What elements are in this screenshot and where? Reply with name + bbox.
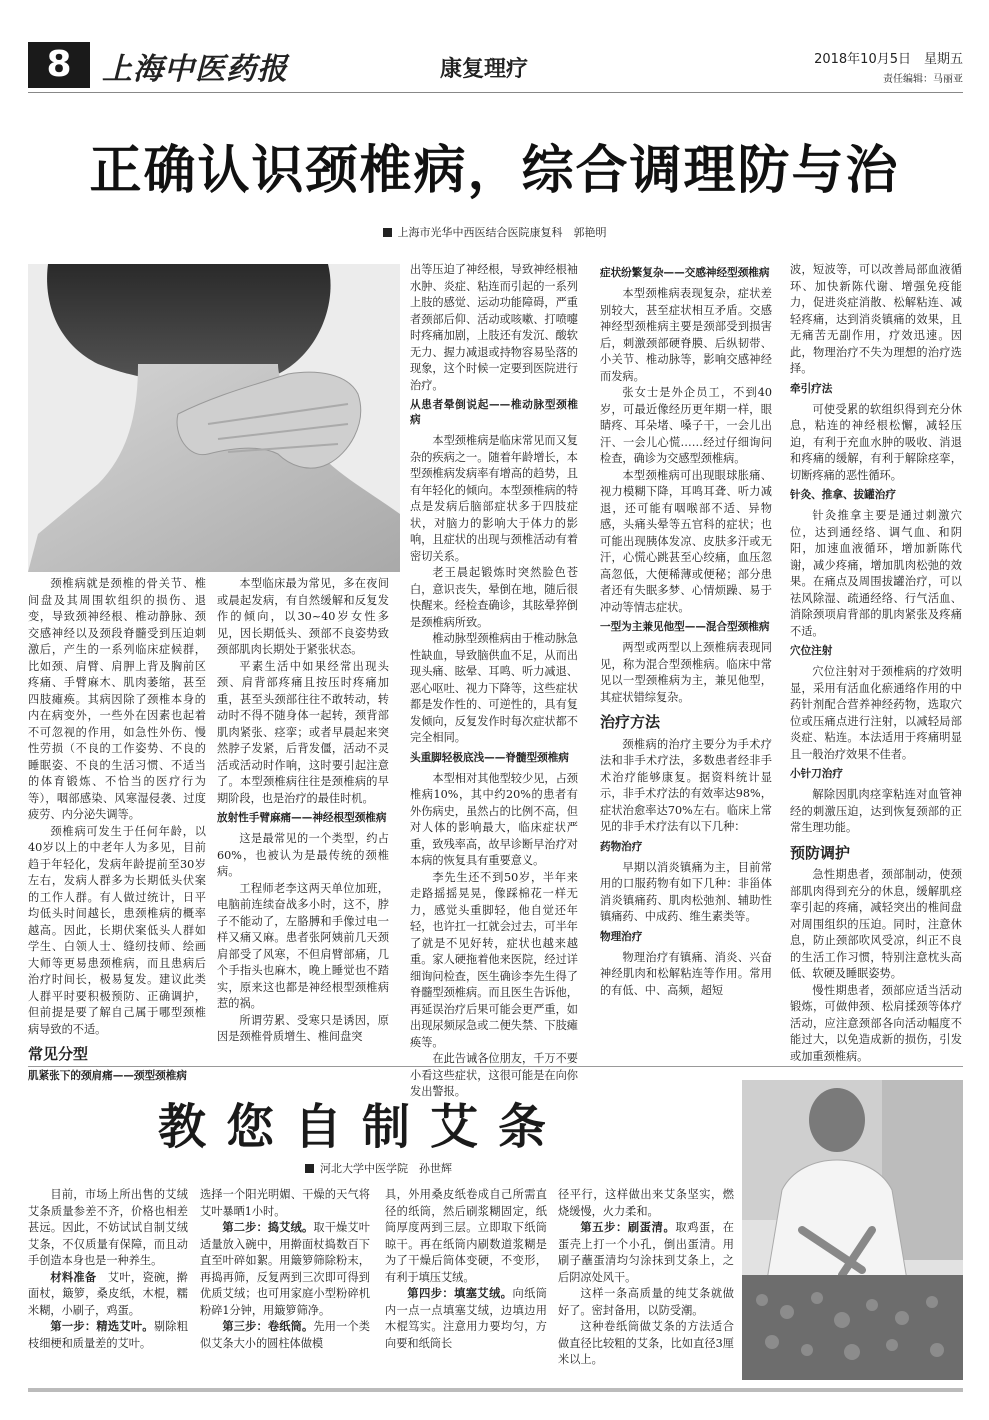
square-bullet-icon (305, 1164, 314, 1173)
article2-column-4 (558, 1187, 734, 1369)
section-heading: 预防调护 (790, 843, 851, 862)
step-paragraph (28, 1319, 188, 1352)
inline-label: 材料准备 (50, 1270, 97, 1284)
subheading: 放射性手臂麻痛——神经根型颈椎病 (217, 812, 387, 824)
paragraph: 这样一条高质量的纯艾条就做好了。密封备用，以防受潮。 (558, 1287, 734, 1317)
inline-text: 艾叶，瓷碗，擀面杖，簸箩，桑皮纸，木棍，糯米糊，小刷子，鸡蛋。 (28, 1270, 188, 1317)
paragraph: 早期以消炎镇痛为主，目前常用的口服药物有如下几种：非甾体消炎镇痛药、肌肉松弛剂、辅助性镇痛药、中成药、维生素类等。 (600, 860, 772, 923)
subheading: 小针刀治疗 (790, 768, 843, 780)
paragraph: 所谓劳累、受寒只是诱因，原因是颈椎骨质增生、椎间盘突 (217, 1013, 389, 1043)
article-column-2 (217, 576, 389, 1046)
paragraph: 颈椎病的治疗主要分为手术疗法和非手术疗法，多数患者经非手术治疗能够康复。据资料统计显示，非手术疗法的有效率达98%，症状治愈率达70%左右。临床上常见的非手术疗法有以下几种： (600, 737, 772, 833)
paragraph: 选择一个阳光明媚、干燥的天气将艾叶暴晒1小时。 (200, 1188, 370, 1218)
paragraph: 本型临床最为常见，多在夜间或晨起发病，有自然缓解和反复发作的倾向，以30~40岁女性多见，因长期低头、颈部不良姿势致颈部肌肉长期处于紧张状态。 (217, 577, 389, 656)
subheading: 从患者晕倒说起——椎动脉型颈椎病 (410, 399, 578, 426)
byline-text: 上海市光华中西医结合医院康复科 郭艳明 (397, 226, 607, 239)
subheading: 穴位注射 (790, 645, 833, 657)
paragraph: 急性期患者，颈部制动，使颈部肌肉得到充分的休息，缓解肌痉挛引起的疼痛，减轻突出的椎间盘对周围组织的压迫。同时，注意休息，防止颈部吹风受凉，纠正不良的生活工作习惯，特别注意枕头高低、软硬及睡眠姿势。 (790, 868, 962, 980)
article2-column-1 (28, 1187, 188, 1352)
paragraph: 李先生还不到50岁，半年来走路摇摇晃晃，像踩棉花一样无力，感觉头重脚轻，他自觉还年轻，也许扛一扛就会过去，可半年了就是不见好转，症状也越来越重。家人硬拖着他来医院，经过详细询问检查，医生确诊李先生得了脊髓型颈椎病。而且医生告诉他，再延误治疗后果可能会更严重，如出现尿频尿急或二便失禁、下肢瘫痪等。 (410, 870, 578, 1049)
neck-pain-photo (28, 264, 400, 572)
subheading: 一型为主兼见他型——混合型颈椎病 (600, 621, 770, 633)
issue-date: 2018年10月5日 星期五 (814, 52, 963, 67)
subheading: 症状纷繁复杂——交感神经型颈椎病 (600, 267, 770, 279)
article-column-5 (790, 262, 962, 1065)
step-paragraph (385, 1286, 547, 1352)
article-byline (0, 224, 989, 240)
subheading: 物理治疗 (600, 930, 643, 943)
step-label: 第一步：精选艾叶。 (50, 1320, 154, 1333)
paragraph: 颈椎病可发生于任何年龄，以40岁以上的中老年人为多见，目前趋于年轻化，发病年龄提前至30岁左右，发病人群多为长期低头伏案的工作人群。有人做过统计，日平均低头时间越长，患颈椎病的概率越高。因此，长期伏案低头人群如学生、白领人士、缝纫技师、绘画大师等更易患颈椎病，而且患病后治疗时间长，极易复发。建议此类人群平时要积极预防、正确调护，但前提是要了解自己属于哪型颈椎病导致的不适。 (28, 824, 206, 1036)
paragraph: 工程师老李这两天单位加班，电脑前连续奋战多小时，这不，脖子不能动了，左胳膊和手像过电一样又痛又麻。患者张阿姨前几天颈肩部受了风寒，不但肩臂部痛，几个手指头也麻木，晚上睡觉也不踏实，原来这也都是神经根型颈椎病惹的祸。 (217, 881, 389, 1010)
materials-paragraph (28, 1270, 188, 1320)
byline-text: 河北大学中医学院 孙世辉 (320, 1162, 452, 1175)
paragraph: 平素生活中如果经常出现头颈、肩背部疼痛且按压时疼痛加重，甚至头颈部往往不敢转动，转动时不得不随身体一起转，颈背部肌肉紧张、痉挛；或者早晨起来突然脖子发紧，后背发僵，活动不灵活或活动时作响，这时要引起注意了。本型颈椎病往往是颈椎病的早期阶段，也是治疗的最佳时机。 (217, 659, 389, 805)
square-bullet-icon (383, 228, 392, 237)
article-divider (28, 1066, 963, 1067)
newspaper-name: 上海中医药报 (102, 52, 288, 87)
paragraph: 具，外用桑皮纸卷成自己所需直径的纸筒，然后刷浆糊固定，纸筒厚度两到三层。立即取下纸筒晾干。再在纸筒内刷数道浆糊是为了干燥后筒体变硬，不变形，有利于填压艾绒。 (385, 1188, 547, 1284)
neck-pain-illustration (28, 264, 400, 572)
subheading: 药物治疗 (600, 840, 643, 853)
step-label: 第三步：卷纸筒。 (222, 1320, 314, 1333)
section-heading: 治疗方法 (600, 713, 661, 731)
step-text: 剔除粗枝细梗和质量差的艾叶。 (28, 1320, 188, 1350)
paragraph: 本型颈椎病表现复杂，症状差别较大，甚至症状相互矛盾。交感神经型颈椎病主要是颈部受到损害后，刺激颈部硬脊膜、后纵韧带、小关节、椎动脉等，影响交感神经而发病。 (600, 287, 772, 383)
article-column-1 (28, 576, 206, 1089)
subheading: 头重脚轻极底浅——脊髓型颈椎病 (410, 751, 569, 764)
step-text: 取干燥艾叶适量放入碗中，用擀面杖捣数百下直至叶碎如絮。用簸箩筛除粉末，再捣再筛，反复两到三次即可得到优质艾绒；也可用家庭小型粉碎机粉碎1分钟，用簸箩筛净。 (200, 1221, 370, 1317)
paragraph: 目前，市场上所出售的艾绒艾条质量参差不齐，价格也相差甚远。因此，不妨试试自制艾绒艾条，不仅质量有保障，而且动手创造本身也是一种养生。 (28, 1188, 188, 1267)
subheading: 针灸、推拿、拔罐治疗 (790, 489, 896, 501)
paragraph: 这是最常见的一个类型，约占60%，也被认为是最传统的颈椎病。 (217, 832, 389, 878)
article2-column-2 (200, 1187, 370, 1352)
subheading: 肌紧张下的颈肩痛——颈型颈椎病 (28, 1069, 187, 1082)
step-paragraph (200, 1319, 370, 1352)
section-title: 康复理疗 (440, 57, 529, 82)
step-label: 第五步：刷蛋清。 (580, 1221, 676, 1234)
step-label: 第四步：填塞艾绒。 (407, 1287, 513, 1300)
article2-headline: 教您自制艾条 (158, 1099, 567, 1155)
step-text: 先用一个类似艾条大小的圆柱体做模 (200, 1320, 370, 1350)
paragraph: 针灸推拿主要是通过刺激穴位，达到通经络、调气血、和阴阳，加速血液循环，增加新陈代谢，减少疼痛，增加肌肉松弛的效果。在痛点及周围拔罐治疗，可以祛风除湿、疏通经络、行气活血、消除颈项肩背部的肌肉紧张及疼痛不适。 (790, 509, 962, 638)
paragraph: 这种卷纸筒做艾条的方法适合做直径比较粗的艾条，比如直径3厘米以上。 (558, 1320, 734, 1366)
editor-credit: 责任编辑：马丽亚 (883, 74, 963, 85)
step-paragraph (558, 1220, 734, 1286)
paragraph: 慢性期患者，颈部应适当活动锻炼，可做伸颈、松肩揉颈等体疗活动，应注意颈部各向活动幅度不能过大，以免造成新的损伤，引发或加重颈椎病。 (790, 983, 962, 1063)
masthead-rule (28, 92, 963, 93)
article2-column-3 (385, 1187, 547, 1352)
article-headline: 正确认识颈椎病，综合调理防与治 (89, 141, 900, 201)
article-column-3 (410, 262, 578, 1101)
article-column-4 (600, 262, 772, 999)
moxa-making-illustration (742, 1080, 963, 1380)
paragraph: 穴位注射对于颈椎病的疗效明显，采用有活血化瘀通络作用的中药针剂配合营养神经药物，选取穴位或压痛点进行注射，以减轻局部炎症、粘连。本法适用于疼痛明显且一般治疗效果不佳者。 (790, 665, 962, 761)
paragraph: 在此告诫各位朋友，千万不要小看这些症状，这很可能是在向你发出警报。 (410, 1052, 578, 1098)
paragraph: 本型相对其他型较少见，占颈椎病10%，其中约20%的患者有外伤病史，虽然占的比例不高，但对人体的影响最大，临床症状严重，致残率高，故早诊断早治疗对本病的恢复具有重要意义。 (410, 771, 578, 867)
moxa-making-photo (742, 1080, 963, 1380)
step-label: 第二步：捣艾绒。 (222, 1221, 314, 1234)
paragraph: 出等压迫了神经根，导致神经根袖水肿、炎症、粘连而引起的一系列上肢的感觉、运动功能障碍，严重者颈部后仰、活动或咳嗽、打喷嚏时疼痛加剧，上肢还有发沉、酸软无力、握力减退或持物容易坠落的现象，这个时候一定要到医院进行治疗。 (410, 263, 578, 392)
paragraph: 两型或两型以上颈椎病表现同见，称为混合型颈椎病。临床中常见以一型颈椎病为主，兼见他型，其症状错综复杂。 (600, 641, 772, 704)
article2-byline (305, 1160, 452, 1176)
paragraph: 椎动脉型颈椎病由于椎动脉急性缺血，导致脑供血不足，从而出现头痛、眩晕、耳鸣、听力减退、恶心呕吐、视力下降等，这些症状都是发作性的、可逆性的，具有复发倾向，反复发作时每次症状都不完全相同。 (410, 632, 578, 744)
subheading: 牵引疗法 (790, 382, 833, 395)
masthead (28, 40, 963, 95)
paragraph: 本型颈椎病可出现眼球胀痛、视力模糊下降，耳鸣耳聋、听力减退，还可能有咽喉部不适、异物感，头痛头晕等五官科的症状；也可能出现胰体发凉、皮肤多汗或无汗，心慌心跳甚至心绞痛，血压忽高忽低，大便稀薄或便秘；部分患者还有失眠多梦、心情烦躁、易于冲动等情志症状。 (600, 468, 772, 614)
paragraph: 可使受累的软组织得到充分休息，粘连的神经根松懈，减轻压迫，有利于充血水肿的吸收、消退和疼痛的缓解，有利于解除痉挛，切断疼痛的恶性循环。 (790, 402, 962, 482)
section-heading: 常见分型 (28, 1045, 89, 1063)
paragraph: 张女士是外企员工，不到40岁，可最近像经历更年期一样，眼睛疼、耳朵堵、嗓子干，一会儿出汗、一会儿心慌……经过仔细询问检查，确诊为交感型颈椎病。 (600, 386, 772, 465)
step-text: 向纸筒内一点一点填塞艾绒，边填边用木棍笃实。注意用力要均匀，方向要和纸筒长 (385, 1287, 547, 1350)
paragraph: 本型颈椎病是临床常见而又复杂的疾病之一。随着年龄增长，本型颈椎病发病率有增高的趋势，且有年轻化的倾向。本型颈椎病的特点是发病后脑部症状多于四肢症状，对脑力的影响大于体力的影响，且症状的出现与颈椎活动有着密切关系。 (410, 434, 578, 563)
paragraph: 径平行，这样做出来艾条坚实，燃烧缓慢，火力柔和。 (558, 1188, 734, 1218)
paragraph: 老王晨起锻炼时突然脸色苍白，意识丧失，晕倒在地，随后很快醒来。经检查确诊，其眩晕猝倒是颈椎病所致。 (410, 566, 578, 629)
paragraph: 解除因肌肉痉挛粘连对血管神经的刺激压迫，达到恢复颈部的正常生理功能。 (790, 788, 962, 834)
paragraph: 颈椎病就是颈椎的骨关节、椎间盘及其周围软组织的损伤、退变，导致颈神经根、椎动静脉、颈交感神经以及颈段脊髓受到压迫刺激后，产生的一系列临床症候群，比如颈、肩臂、肩胛上背及胸前区疼痛、手臂麻木、肌肉萎缩，甚至四肢瘫痪。其病因除了颈椎本身的内在病变外，一些外在因素也起着不可忽视的作用，如急性外伤、慢性劳损（不良的工作姿势、不良的睡眠姿、不良的生活习惯、不适当的体育锻炼、不恰当的医疗行为等），咽部感染、风寒湿侵袭、过度疲劳、内分泌失调等。 (28, 577, 206, 821)
footer-bar (28, 1388, 963, 1392)
page-number: 8 (28, 42, 90, 88)
paragraph: 物理治疗有镇痛、消炎、兴奋神经肌肉和松解粘连等作用。常用的有低、中、高频，超短 (600, 950, 772, 997)
paragraph: 波，短波等，可以改善局部血液循环、加快新陈代谢、增强免疫能力，促进炎症消散、松解粘连、减轻疼痛，达到消炎镇痛的效果，且无痛苦无副作用，疗效迅速。因此，物理治疗不失为理想的治疗选择。 (790, 263, 962, 375)
step-text: 取鸡蛋，在蛋壳上打一个小孔，倒出蛋清。用刷子蘸蛋清均匀涂抹到艾条上，之后阴凉处风干。 (558, 1221, 734, 1284)
step-paragraph (200, 1220, 370, 1319)
